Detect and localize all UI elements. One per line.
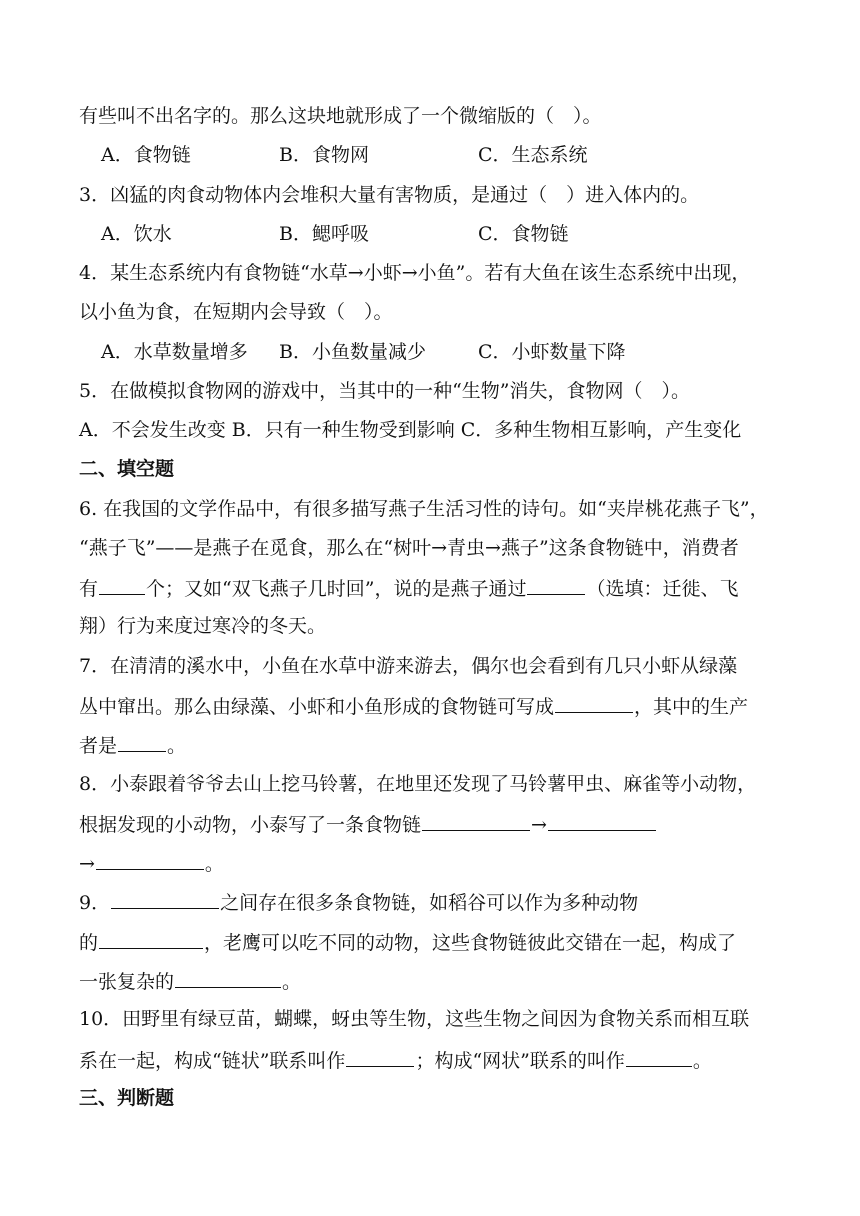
q7-line-3 bbox=[79, 729, 784, 761]
q3-option-a: A．饮水 bbox=[101, 223, 172, 245]
q6-blank-1[interactable] bbox=[99, 572, 145, 595]
q6-text: （选填：迁徙、飞 bbox=[586, 578, 739, 600]
q9-text: 之间存在很多条食物链，如稻谷可以作为多种动物 bbox=[220, 892, 639, 914]
q4-option-b: B．小鱼数量减少 bbox=[279, 341, 426, 363]
q8-blank-2[interactable] bbox=[548, 808, 656, 831]
q6-text: 个；又如“双飞燕子几时回”，说的是燕子通过 bbox=[146, 578, 527, 600]
q10-text: ；构成“网状”联系的叫作 bbox=[415, 1050, 625, 1072]
q3-option-b: B．鳃呼吸 bbox=[279, 223, 369, 245]
q8-text: 。 bbox=[204, 853, 224, 875]
q9-line-3 bbox=[79, 965, 784, 997]
q10-text: 。 bbox=[692, 1050, 712, 1072]
q2-options bbox=[101, 140, 806, 170]
q8-line-3 bbox=[79, 847, 784, 879]
q7-text: 。 bbox=[167, 735, 187, 757]
q9-line-2 bbox=[79, 926, 784, 958]
q6-line-2: “燕子飞”——是燕子在觅食，那么在“树叶→青虫→燕子”这条食物链中，消费者 bbox=[79, 537, 739, 559]
q9-text: 的 bbox=[79, 932, 99, 954]
q3-options bbox=[101, 219, 806, 249]
q4-stem-line-2: 以小鱼为食，在短期内会导致（ ）。 bbox=[79, 301, 393, 323]
section-fill-in-heading: 二、填空题 bbox=[79, 458, 175, 480]
q3-option-c: C．食物链 bbox=[478, 223, 569, 245]
q6-blank-2[interactable] bbox=[527, 572, 585, 595]
q8-arrow: → bbox=[531, 814, 547, 836]
q6-text: 有 bbox=[79, 578, 99, 600]
q7-blank-1[interactable] bbox=[555, 690, 633, 713]
q4-option-a: A．水草数量增多 bbox=[101, 341, 248, 363]
q10-line-2 bbox=[79, 1044, 784, 1076]
q2-option-a: A．食物链 bbox=[101, 144, 191, 166]
q9-text: 一张复杂的 bbox=[79, 971, 175, 993]
q8-text: 根据发现的小动物，小泰写了一条食物链 bbox=[79, 814, 422, 836]
q7-blank-2[interactable] bbox=[118, 729, 166, 752]
q5-stem: 5．在做模拟食物网的游戏中，当其中的一种“生物”消失，食物网（ ）。 bbox=[79, 380, 691, 402]
q6-line-4: 翔）行为来度过寒冷的冬天。 bbox=[79, 615, 327, 637]
q9-blank-1[interactable] bbox=[111, 886, 219, 909]
q8-arrow: → bbox=[79, 853, 95, 875]
q7-line-2 bbox=[79, 690, 784, 722]
q4-option-c: C．小虾数量下降 bbox=[478, 341, 626, 363]
q9-blank-2[interactable] bbox=[99, 926, 203, 949]
q9-text: 。 bbox=[282, 971, 302, 993]
q10-blank-1[interactable] bbox=[346, 1044, 414, 1067]
q4-stem-line-1: 4．某生态系统内有食物链“水草→小虾→小鱼”。若有大鱼在该生态系统中出现， bbox=[79, 262, 751, 284]
q9-line-1 bbox=[79, 886, 784, 918]
q9-blank-3[interactable] bbox=[175, 965, 281, 988]
q8-blank-1[interactable] bbox=[422, 808, 530, 831]
q4-options bbox=[101, 337, 806, 367]
q8-line-1: 8．小泰跟着爷爷去山上挖马铃薯，在地里还发现了马铃薯甲虫、麻雀等小动物， bbox=[79, 773, 757, 795]
section-true-false-heading: 三、判断题 bbox=[79, 1087, 175, 1109]
q8-blank-3[interactable] bbox=[96, 847, 204, 870]
q10-line-1: 10．田野里有绿豆苗，蝴蝶，蚜虫等生物，这些生物之间因为食物关系而相互联 bbox=[79, 1008, 750, 1030]
q9-text: 9． bbox=[79, 892, 111, 914]
q2-option-b: B．食物网 bbox=[279, 144, 369, 166]
q10-text: 系在一起，构成“链状”联系叫作 bbox=[79, 1050, 346, 1072]
q3-stem: 3．凶猛的肉食动物体内会堆积大量有害物质，是通过（ ）进入体内的。 bbox=[79, 184, 700, 206]
q10-blank-2[interactable] bbox=[626, 1044, 692, 1067]
q6-line-1: 6. 在我国的文学作品中，有很多描写燕子生活习性的诗句。如“夹岸桃花燕子飞”， bbox=[79, 498, 769, 520]
q9-text: ，老鹰可以吃不同的动物，这些食物链彼此交错在一起，构成了 bbox=[204, 932, 737, 954]
q5-options: A．不会发生改变 B．只有一种生物受到影响 C．多种生物相互影响，产生变化 bbox=[79, 419, 742, 441]
q7-line-1: 7．在清清的溪水中，小鱼在水草中游来游去，偶尔也会看到有几只小虾从绿藻 bbox=[79, 655, 738, 677]
q2-stem-tail: 有些叫不出名字的。那么这块地就形成了一个微缩版的（ ）。 bbox=[79, 105, 602, 127]
q8-line-2 bbox=[79, 808, 784, 840]
q6-line-3 bbox=[79, 572, 784, 604]
q7-text: ，其中的生产 bbox=[634, 696, 749, 718]
q2-option-c: C．生态系统 bbox=[478, 144, 588, 166]
q7-text: 丛中窜出。那么由绿藻、小虾和小鱼形成的食物链可写成 bbox=[79, 696, 555, 718]
q7-text: 者是 bbox=[79, 735, 118, 757]
